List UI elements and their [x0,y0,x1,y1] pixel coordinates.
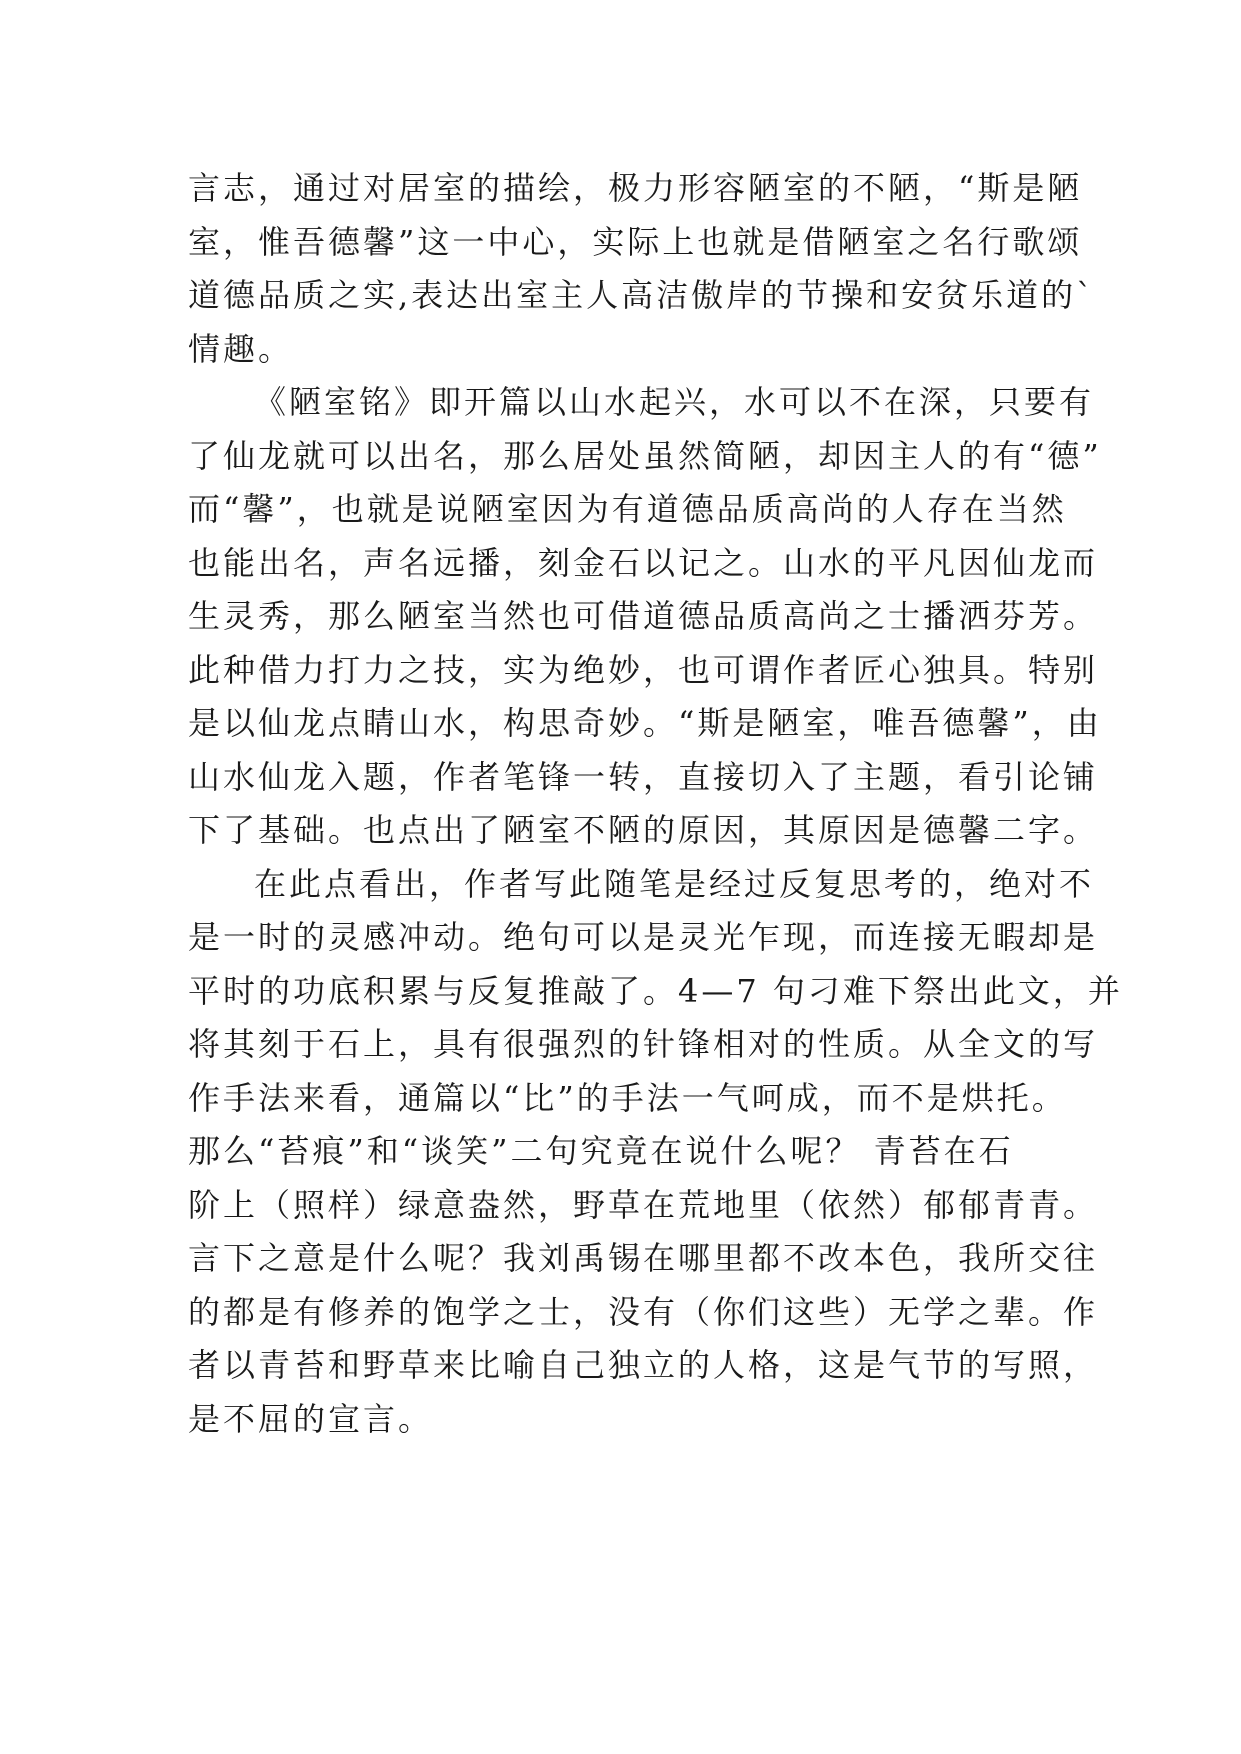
text-line: 山水仙龙入题，作者笔锋一转，直接切入了主题，看引论铺 [188,757,1099,796]
text-line: 平时的功底积累与反复推敲了。4—7 句刁难下祭出此文，并 [188,971,1123,1010]
paragraph-start-line: 在此点看出，作者写此随笔是经过反复思考的，绝对不 [254,864,1095,903]
text-line: 是以仙龙点睛山水，构思奇妙。“斯是陋室，唯吾德馨”，由 [188,704,1102,742]
text-line: 言志，通过对居室的描绘，极力形容陋室的不陋，“斯是陋 [188,169,1083,207]
paragraph-start-line: 《陋室铭》即开篇以山水起兴，水可以不在深，只要有 [254,383,1095,421]
body-text [188,162,1123,1446]
text-line: 是不屈的宣言。 [188,1399,434,1438]
text-line: 阶上（照样）绿意盎然，野草在荒地里（依然）郁郁青青。 [188,1185,1099,1224]
text-line: 将其刻于石上，具有很强烈的针锋相对的性质。从全文的写 [188,1025,1099,1063]
text-line: 也能出名，声名远播，刻金石以记之。山水的平凡因仙龙而 [188,543,1099,582]
text-line: 情趣。 [188,329,294,368]
text-line: 此种借力打力之技，实为绝妙，也可谓作者匠心独具。特别 [188,650,1099,689]
text-line: 是一时的灵感冲动。绝句可以是灵光乍现，而连接无暇却是 [188,918,1099,956]
text-line: 那么“苔痕”和“谈笑”二句究竟在说什么呢？ 青苔在石 [188,1132,1014,1170]
text-line: 生灵秀，那么陋室当然也可借道德品质高尚之士播洒芬芳。 [188,597,1099,635]
text-line: 的都是有修养的饱学之士，没有（你们这些）无学之辈。作 [188,1292,1099,1331]
text-line: 室，惟吾德馨”这一中心，实际上也就是借陋室之名行歌颂 [188,222,1083,261]
text-line: 者以青苔和野草来比喻自己独立的人格，这是气节的写照， [188,1346,1099,1384]
text-line: 了仙龙就可以出名，那么居处虽然简陋，却因主人的有“德” [188,436,1102,475]
text-line: 言下之意是什么呢？我刘禹锡在哪里都不改本色，我所交往 [188,1239,1099,1277]
text-line: 下了基础。也点出了陋室不陋的原因，其原因是德馨二字。 [188,811,1099,849]
text-line: 而“馨”，也就是说陋室因为有道德品质高尚的人存在当然 [188,490,1067,528]
text-line: 道德品质之实,表达出室主人高洁傲岸的节操和安贫乐道的` [188,276,1096,314]
text-line: 作手法来看，通篇以“比”的手法一气呵成，而不是烘托。 [188,1078,1067,1117]
